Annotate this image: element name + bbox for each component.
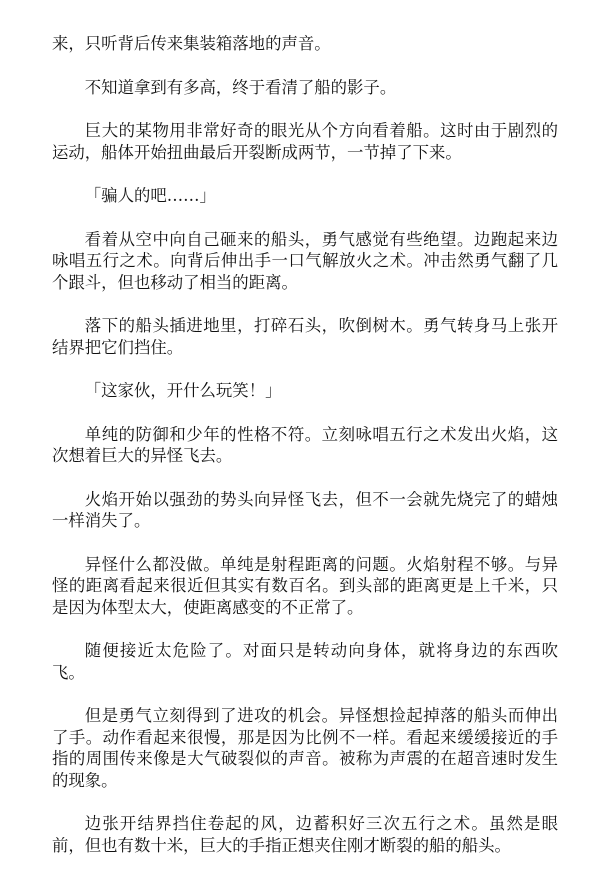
paragraph-5: 看着从空中向自己砸来的船头，勇气感觉有些绝望。边跑起来边咏唱五行之术。向背后伸出手一口气解放火之术。冲击然勇气翻了几个跟斗，但也移动了相当的距离。	[52, 229, 558, 292]
paragraph-1: 来，只听背后传来集装箱落地的声音。	[52, 34, 331, 53]
paragraph-8: 单纯的防御和少年的性格不符。立刻咏唱五行之术发出火焰，这次想着巨大的异怪飞去。	[52, 424, 558, 465]
paragraph-4: 「骗人的吧……」	[84, 186, 216, 205]
paragraph-13: 边张开结界挡住卷起的风，边蓄积好三次五行之术。虽然是眼前，但也有数十米，巨大的手指正想夹住刚才断裂的船的船头。	[52, 814, 558, 855]
paragraph-6: 落下的船头插进地里，打碎石头，吹倒树木。勇气转身马上张开结界把它们挡住。	[52, 316, 558, 357]
paragraph-11: 随便接近太危险了。对面只是转动向身体，就将身边的东西吹飞。	[52, 641, 558, 682]
paragraph-3: 巨大的某物用非常好奇的眼光从个方向看着船。这时由于剧烈的运动，船体开始扭曲最后开裂断成两节，一节掉了下来。	[52, 121, 558, 162]
paragraph-7: 「这家伙，开什么玩笑！」	[84, 381, 282, 400]
text-body	[52, 33, 558, 878]
paragraph-2: 不知道拿到有多高，终于看清了船的影子。	[84, 77, 397, 97]
paragraph-9: 火焰开始以强劲的势头向异怪飞去，但不一会就先烧完了的蜡烛一样消失了。	[52, 489, 558, 530]
paragraph-10: 异怪什么都没做。单纯是射程距离的问题。火焰射程不够。与异怪的距离看起来很近但其实有数百名。到头部的距离更是上千米，只是因为体型太大，使距离感变的不正常了。	[52, 554, 558, 617]
paragraph-12: 但是勇气立刻得到了进攻的机会。异怪想捡起掉落的船头而伸出了手。动作看起来很慢，那是因为比例不一样。看起来缓缓接近的手指的周围传来像是大气破裂似的声音。被称为声震的在超音速时发生的现象。	[52, 706, 558, 790]
